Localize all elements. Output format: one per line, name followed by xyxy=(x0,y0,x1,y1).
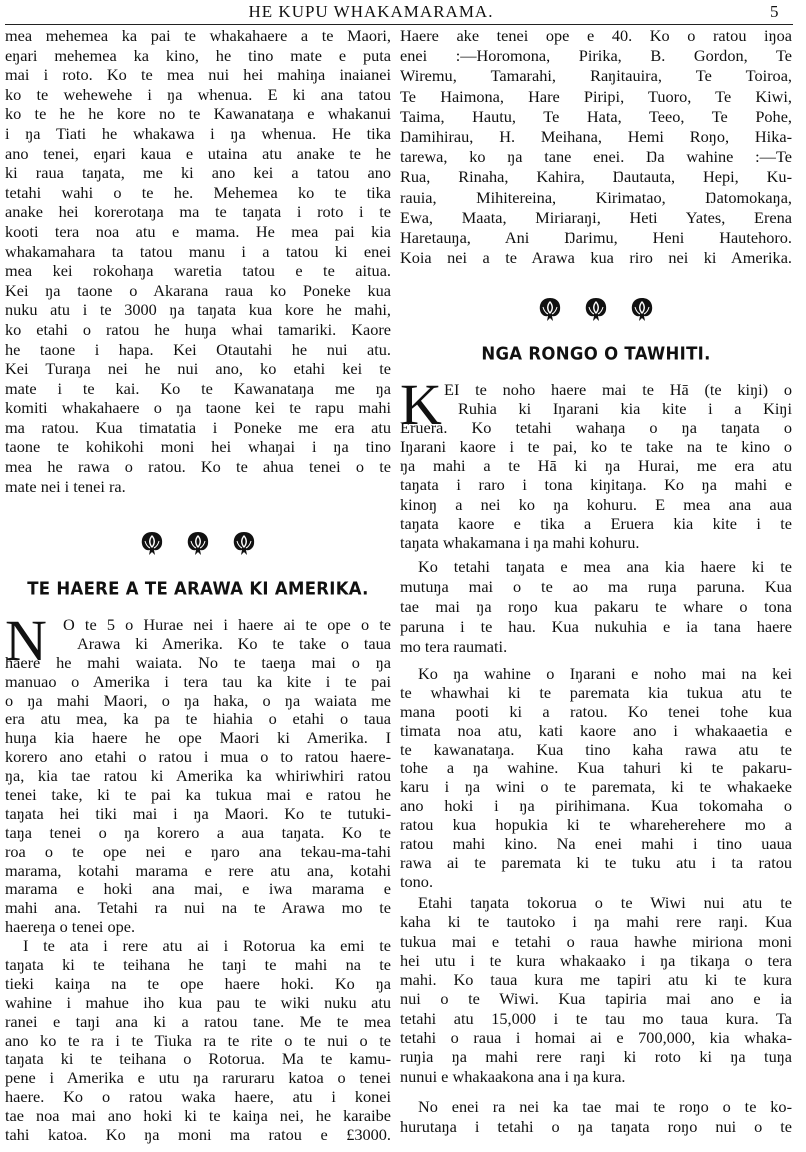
text-line: taŋata ki te teihana o Rotorua. Ma te kamu- xyxy=(5,1050,391,1069)
ornament-icon xyxy=(232,530,256,556)
text-line: marama e hoki ana mai, e iwa marama e xyxy=(5,880,391,899)
text-line: O te 5 o Hurae nei i haere ai te ope o te xyxy=(63,616,391,634)
text-line: tae mai ŋa roŋo kua pakaru te whare o tona xyxy=(400,597,792,616)
text-line: hei utu i te kura whakaako i ŋa tikaŋa o tera xyxy=(400,950,792,970)
paragraph xyxy=(400,893,792,1086)
text-line: Ewa, Maata, Miriaraŋi, Heti Yates, Erena xyxy=(400,207,792,227)
news-item-aviation xyxy=(400,893,792,1086)
text-line: mai i roto. Ko te mea nui hei mahiŋa inaianei xyxy=(5,65,391,85)
text-line: haereŋa o tenei ope. xyxy=(5,918,136,937)
text-line: mahi ana. Tetahi ra nui na te Arawa mo te xyxy=(5,899,391,918)
text-line: hurutaŋa i tetahi o ŋa taŋata roŋo nui o te xyxy=(400,1117,792,1136)
ornament-icon xyxy=(538,296,562,322)
paragraph xyxy=(400,1097,792,1137)
text-line: haere he mahi waiata. No te taeŋa mai o ŋa xyxy=(5,653,391,672)
news-item-suffragettes xyxy=(400,665,792,892)
text-line: te whawhai ki te paremata kia tukua atu te xyxy=(400,683,792,702)
text-line: timata noa atu, kati kaore ano i whakaaetia e xyxy=(400,721,792,740)
text-line: tieki kaiŋa na te ope haere hoki. Ko ŋa xyxy=(5,974,391,993)
text-line: EI te noho haere mai te Hā (te kiŋi) o xyxy=(444,380,792,399)
header-rule xyxy=(5,24,793,25)
text-line: rauia, Mihitereina, Kirimatao, Ŋatomokaŋa, xyxy=(400,187,792,207)
text-line: wahine i mahue iho kua pau te wiki nuku atu xyxy=(5,993,391,1012)
text-line: Arawa ki Amerika. Ko te take o taua xyxy=(77,634,391,653)
text-line: Ŋamihirau, H. Meihana, Hemi Roŋo, Hika- xyxy=(400,126,792,146)
paragraph xyxy=(5,937,391,1145)
text-line: marama, kotahi marama e rere atu ana, kotahi xyxy=(5,861,391,880)
text-line: ranei e taŋi ana ki a ratou tane. Me te mea xyxy=(5,1012,391,1031)
text-line: haere. Ko o ratou waka haere, atu i konei xyxy=(5,1088,391,1107)
paragraph xyxy=(400,26,792,268)
paragraph xyxy=(400,665,792,892)
text-line: era atu mea, ka pa te hiahia o etahi o taua xyxy=(5,710,391,729)
paragraph xyxy=(400,372,792,552)
running-title: HE KUPU WHAKAMARAMA. xyxy=(248,2,494,21)
text-line: Koia nei a te Arawa kua riro nei ki Amerika. xyxy=(400,248,792,268)
text-line: Wiremu, Tamarahi, Raŋitauira, Te Toiroa, xyxy=(400,66,792,86)
text-line: nui o te Wiwi. Kua tapiria mai ano e ia xyxy=(400,989,792,1009)
ornament-icon xyxy=(584,296,608,322)
text-line: tarewa, ko ŋa tane enei. Ŋa wahine :—Te xyxy=(400,147,792,167)
text-line: ano ko te ra i te Tiuka ra te rite o te nui o te xyxy=(5,1031,391,1050)
text-line: nuku atu i te 3000 ŋa taŋata kua kore he mahi, xyxy=(5,300,391,320)
article-continuation-names xyxy=(400,26,792,268)
text-line: taŋata i raro i tona kiŋitaŋa. Ko ŋa mahi e xyxy=(400,475,792,495)
news-item-king xyxy=(400,372,792,552)
article-heading-arawa: TE HAERE A TE ARAWA KI AMERIKA. xyxy=(27,578,369,599)
text-line: tetahi atu 15,000 i te tau mo taua kura. Ta xyxy=(400,1008,792,1028)
news-item-balloon xyxy=(400,557,792,657)
text-line: taŋata kaore e tika a Eruera kia kite i te xyxy=(400,513,792,533)
text-line: karu i ŋa wini o te paremata, ki te whakaeke xyxy=(400,778,792,797)
text-line: taŋata hei tiki mai i ŋa Maori. Ko te tutuki- xyxy=(5,804,391,823)
paragraph xyxy=(400,557,792,657)
ornament-divider xyxy=(5,530,391,556)
text-line: Ruhia ki Iŋarani kia kite i a Kiŋi xyxy=(458,399,792,419)
text-line: ki raua taŋata, me ki ano kei a tatou ano xyxy=(5,163,391,183)
text-line: ma ratou. Kua timatatia i Poneke me era atu xyxy=(5,417,391,437)
text-line: eŋari mehemea ka kino, he tino mate e puta xyxy=(5,45,391,65)
text-line: Rua, Rinaha, Kahira, Ŋautauta, Hepi, Ku- xyxy=(400,167,792,187)
text-line: tono. xyxy=(400,872,434,891)
text-line: tohe a ŋa wahine. Kua tahuri ki te pakaru- xyxy=(400,759,792,778)
text-line: mate nei i tenei ra. xyxy=(5,476,126,496)
text-line: ŋa, kia tae ratou ki Amerika ka whiriwhiri ratou xyxy=(5,767,391,786)
text-line: ko te he he kore no te Kawanataŋa e whakanui xyxy=(5,104,391,124)
text-line: he taone i hapa. Kei Otautahi he nui atu. xyxy=(5,339,391,359)
text-line: mana pooti ki a ratou. Ko tenei tohe kua xyxy=(400,702,792,721)
text-line: mahi. Ko taua kura me tapiri atu ki te kura xyxy=(400,970,792,990)
text-line: huŋa kia haere he ope Maori ki Amerika. I xyxy=(5,729,391,748)
text-line: enei :—Horomona, Pirika, B. Gordon, Te xyxy=(400,46,792,66)
text-line: ratou kua hopukia ki te whareherehere mo a xyxy=(400,816,792,835)
text-line: Haretauŋa, Ani Ŋarimu, Heni Hautehoro. xyxy=(400,227,792,247)
text-line: nunui e whakaakona ana i ŋa kura. xyxy=(400,1066,626,1086)
text-line: tetahi wahi o te he. Mehemea ko te tika xyxy=(5,182,391,202)
text-line: ano tenei, eŋari kaua e utaina atu anake te he xyxy=(5,143,391,163)
text-line: kooti tera noa atu e mama. He mea pai kia xyxy=(5,221,391,241)
text-line: tenei take, ki te pai ka tukua mai e ratou he xyxy=(5,786,391,805)
text-line: Eruera. Ko tetahi wahaŋa o ŋa taŋata o xyxy=(400,418,792,438)
drop-cap: N xyxy=(5,608,47,673)
paragraph xyxy=(5,26,391,496)
text-line: ko te wehewehe i ŋa whenua. E ki ana tatou xyxy=(5,84,391,104)
text-line: taŋata whakamana i ŋa mahi kohuru. xyxy=(400,532,640,552)
text-line: I te ata i rere atu ai i Rotorua ka emi te xyxy=(23,937,391,956)
article-arawa-body xyxy=(5,608,391,1145)
ornament-divider xyxy=(400,296,792,322)
text-line: pene i Amerika e utu ŋa raruraru katoa o tenei xyxy=(5,1069,391,1088)
news-item-murder xyxy=(400,1097,792,1137)
text-line: Haere ake tenei ope e 40. Ko o ratou iŋoa xyxy=(400,26,792,45)
text-line: ŋa mahi a te Hā ki ŋa Hurai, me era atu xyxy=(400,456,792,476)
text-line: manuao o Amerika i tera tau ka kite i te pai xyxy=(5,672,391,691)
text-line: Kei Turaŋa nei he nui ano, ko etahi kei te xyxy=(5,359,391,379)
article-heading-tawhiti: NGA RONGO O TAWHITI. xyxy=(481,343,711,364)
text-line: roa o te ope nei e ŋaro ana tekau-ma-tahi xyxy=(5,842,391,861)
text-line: o ŋa mahi Maori, o ŋa haka, o ŋa waiata me xyxy=(5,691,391,710)
text-line: Ko tetahi taŋata e mea ana kia haere ki te xyxy=(418,557,792,576)
text-line: ko etahi o ratou he huŋa whai tamariki. Kaore xyxy=(5,319,391,339)
article-continuation xyxy=(5,26,391,496)
text-line: te kawanataŋa. Kua tino kaha rawa atu te xyxy=(400,740,792,759)
text-line: tae noa mai ano hoki ki te kaiŋa nei, he karaibe xyxy=(5,1107,391,1126)
text-line: taŋata ki te teihana he taŋi te mahi na te xyxy=(5,956,391,975)
ornament-icon xyxy=(186,530,210,556)
text-line: Etahi taŋata tokorua o te Wiwi nui atu te xyxy=(418,893,792,912)
paragraph xyxy=(5,608,391,937)
text-line: ano hoki i ŋa pirihimana. Kua tokomaha o xyxy=(400,797,792,816)
text-line: mutuŋa mai o te ao ma ruŋa paruna. Kua xyxy=(400,577,792,596)
text-line: taone te kohikohi moni hei whaŋai i ŋa tino xyxy=(5,437,391,457)
text-line: tukua mai e tetahi o raua hawhe miriona moni xyxy=(400,931,792,951)
text-line: Kei ŋa taone o Akarana raua ko Poneke kua xyxy=(5,280,391,300)
text-line: paruna i te hau. Kua nukuhia e ia tana haere xyxy=(400,617,792,636)
text-line: mo tera raumati. xyxy=(400,637,508,656)
text-line: mea kei rokohaŋa waretia tatou e te aitua. xyxy=(5,261,391,281)
text-line: Te Haimona, Hare Piripi, Tuoro, Te Kiwi, xyxy=(400,86,792,106)
text-line: Iŋarani kaore i te pai, ko te take na te kino o xyxy=(400,437,792,457)
text-line: tetahi o raua i homai ai e 700,000, kia whaka- xyxy=(400,1028,792,1048)
page-number: 5 xyxy=(770,2,779,21)
text-line: korero ano etahi o ratou i mua o to ratou haere- xyxy=(5,748,391,767)
text-line: mate i te kai. Ko te Kawanataŋa me ŋa xyxy=(5,378,391,398)
ornament-icon xyxy=(630,296,654,322)
text-line: komiti whakahaere o ŋa taone kei te rapu mahi xyxy=(5,398,391,418)
text-line: kaha ki te tautoko i ŋa mahi rere raŋi. Kua xyxy=(400,912,792,932)
text-line: i ŋa Tiati he whakawa i ŋa whenua. He tika xyxy=(5,123,391,143)
text-line: mea mehemea ka pai te whakahaere a te Maori, xyxy=(5,26,391,45)
text-line: mea he rawa o ratou. Ko te ahua tenei o te xyxy=(5,457,391,477)
text-line: Ko ŋa wahine o Iŋarani e noho mai na kei xyxy=(418,665,792,683)
drop-cap: K xyxy=(400,372,442,437)
text-line: whakamahara ta tatou manu i a tatou ki enei xyxy=(5,241,391,261)
text-line: taŋa tenei o ŋa korero a aua taŋata. Ko te xyxy=(5,823,391,842)
text-line: No enei ra nei ka tae mai te roŋo o te ko- xyxy=(418,1097,792,1116)
text-line: ruŋia ŋa mahi rere raŋi ki roto ki ŋa tuŋa xyxy=(400,1047,792,1067)
ornament-icon xyxy=(140,530,164,556)
text-line: anake hei korerotaŋa ma te taŋata i roto i te xyxy=(5,202,391,222)
text-line: ratou mahi kino. Na enei mahi i tino uaua xyxy=(400,835,792,854)
text-line: tahi katoa. Ko ŋa moni ma ratou e £3000. xyxy=(5,1126,391,1145)
text-line: rawa ai te paremata ki te tuku atu i ta ratou xyxy=(400,853,792,872)
text-line: kinoŋ a nei ko ŋa kohuru. E mea ana aua xyxy=(400,494,792,514)
running-header xyxy=(0,2,806,22)
text-line: Taima, Hautu, Te Hata, Teeo, Te Pohe, xyxy=(400,106,792,126)
